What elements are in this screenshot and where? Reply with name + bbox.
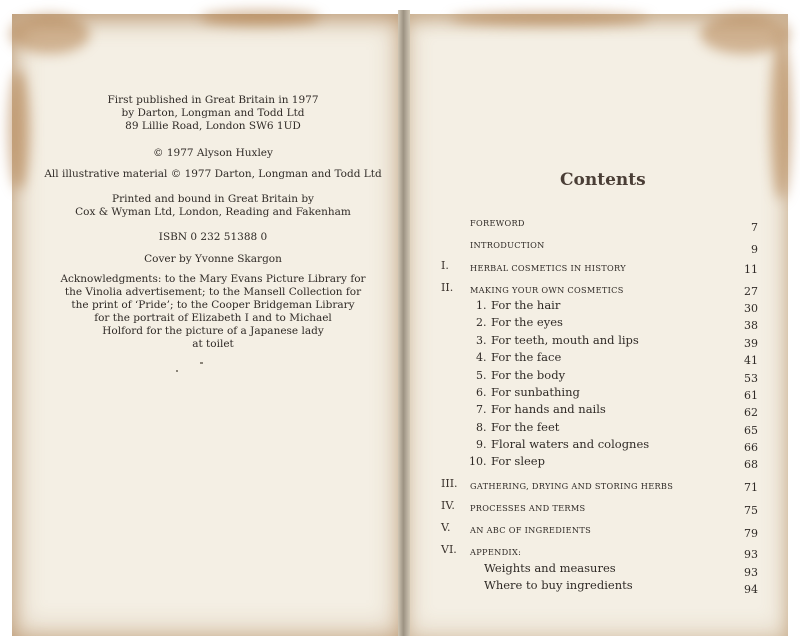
toc-sub-label: For sunbathing (491, 385, 580, 399)
isbn-line: ISBN 0 232 51388 0 (158, 231, 268, 243)
acknowledgments-line-6: at toilet (192, 338, 234, 350)
right-page (406, 14, 788, 636)
toc-sub-page: 38 (744, 319, 758, 332)
toc-sub-number: 4. (476, 351, 487, 364)
toc-ch6-page: 93 (744, 548, 758, 561)
toc-ch1-numeral: I. (441, 259, 449, 272)
printed-line-1: Printed and bound in Great Britain by (112, 193, 314, 205)
toc-appendix-item: Where to buy ingredients (484, 578, 633, 592)
cover-credit-line: Cover by Yvonne Skargon (144, 253, 282, 265)
toc-sub-page: 68 (744, 458, 758, 471)
stain-top-left-mid (200, 10, 320, 26)
toc-sub-label: Floral waters and colognes (491, 437, 650, 451)
toc-sub-page: 62 (744, 406, 758, 419)
toc-ch6-numeral: VI. (441, 543, 457, 556)
toc-sub-label: For hands and nails (491, 402, 606, 416)
toc-ch1-page: 11 (744, 263, 758, 276)
toc-appendix-page: 94 (744, 583, 758, 596)
toc-sub-number: 8. (476, 421, 487, 434)
toc-sub-number: 5. (476, 369, 487, 382)
copyright-line: © 1977 Alyson Huxley (153, 147, 273, 159)
toc-sub-number: 9. (476, 438, 487, 451)
toc-sub-label: For sleep (491, 454, 545, 468)
toc-ch3-page: 71 (744, 481, 758, 494)
toc-ch3-label: GATHERING, DRYING AND STORING HERBS (470, 481, 674, 491)
stain-right-edge (770, 40, 792, 200)
toc-sub-page: 61 (744, 389, 758, 402)
toc-sub-label: For the eyes (491, 315, 563, 329)
toc-sub-label: For the body (491, 368, 566, 382)
toc-introduction-page: 9 (751, 243, 758, 256)
toc-introduction-label: INTRODUCTION (470, 240, 545, 250)
toc-appendix-page: 93 (744, 566, 758, 579)
toc-ch3-numeral: III. (441, 477, 458, 490)
book-gutter (398, 10, 410, 636)
toc-sub-number: 7. (476, 403, 487, 416)
stain-top-left (10, 14, 90, 54)
ink-speck (200, 362, 203, 364)
toc-foreword-page: 7 (751, 221, 758, 234)
toc-sub-page: 30 (744, 302, 758, 315)
toc-ch2-page: 27 (744, 285, 758, 298)
toc-foreword-label: FOREWORD (470, 218, 525, 228)
toc-sub-page: 41 (744, 354, 758, 367)
stain-left-edge (8, 70, 30, 190)
toc-ch6-label: APPENDIX: (470, 547, 522, 557)
toc-sub-number: 6. (476, 386, 487, 399)
acknowledgments-line-1: Acknowledgments: to the Mary Evans Picture Library for (60, 273, 366, 285)
toc-sub-label: For teeth, mouth and lips (491, 333, 639, 347)
toc-sub-number: 2. (476, 316, 487, 329)
toc-sub-page: 66 (744, 441, 758, 454)
toc-ch5-page: 79 (744, 527, 758, 540)
acknowledgments-line-4: for the portrait of Elizabeth I and to Michael (94, 312, 332, 324)
contents-title: Contents (560, 170, 646, 190)
illustrative-material-line: All illustrative material © 1977 Darton, Longman and Todd Ltd (44, 168, 382, 180)
toc-ch2-label: MAKING YOUR OWN COSMETICS (470, 285, 624, 295)
toc-sub-page: 53 (744, 372, 758, 385)
acknowledgments-line-3: the print of ‘Pride’; to the Cooper Bridgeman Library (71, 299, 355, 311)
toc-ch5-label: AN ABC OF INGREDIENTS (470, 525, 592, 535)
toc-sub-page: 39 (744, 337, 758, 350)
toc-sub-label: For the hair (491, 298, 561, 312)
acknowledgments-line-5: Holford for the picture of a Japanese lady (102, 325, 324, 337)
toc-ch4-page: 75 (744, 504, 758, 517)
toc-ch5-numeral: V. (441, 521, 451, 534)
toc-sub-label: For the face (491, 350, 562, 364)
toc-ch1-label: HERBAL COSMETICS IN HISTORY (470, 263, 626, 273)
toc-sub-page: 65 (744, 424, 758, 437)
toc-ch4-numeral: IV. (441, 499, 455, 512)
toc-ch4-label: PROCESSES AND TERMS (470, 503, 586, 513)
publication-line-3: 89 Lillie Road, London SW6 1UD (125, 120, 301, 132)
toc-sub-number: 1. (476, 299, 487, 312)
publication-line-2: by Darton, Longman and Todd Ltd (121, 107, 305, 119)
toc-ch2-numeral: II. (441, 281, 454, 294)
acknowledgments-line-2: the Vinolia advertisement; to the Mansell Collection for (64, 286, 362, 298)
printed-line-2: Cox & Wyman Ltd, London, Reading and Fakenham (75, 206, 351, 218)
toc-sub-number: 10. (469, 455, 487, 468)
publication-line-1: First published in Great Britain in 1977 (107, 94, 319, 106)
toc-appendix-item: Weights and measures (484, 561, 616, 575)
toc-sub-number: 3. (476, 334, 487, 347)
stain-top-right-mid (450, 12, 650, 26)
toc-sub-label: For the feet (491, 420, 560, 434)
ink-speck (176, 370, 178, 372)
